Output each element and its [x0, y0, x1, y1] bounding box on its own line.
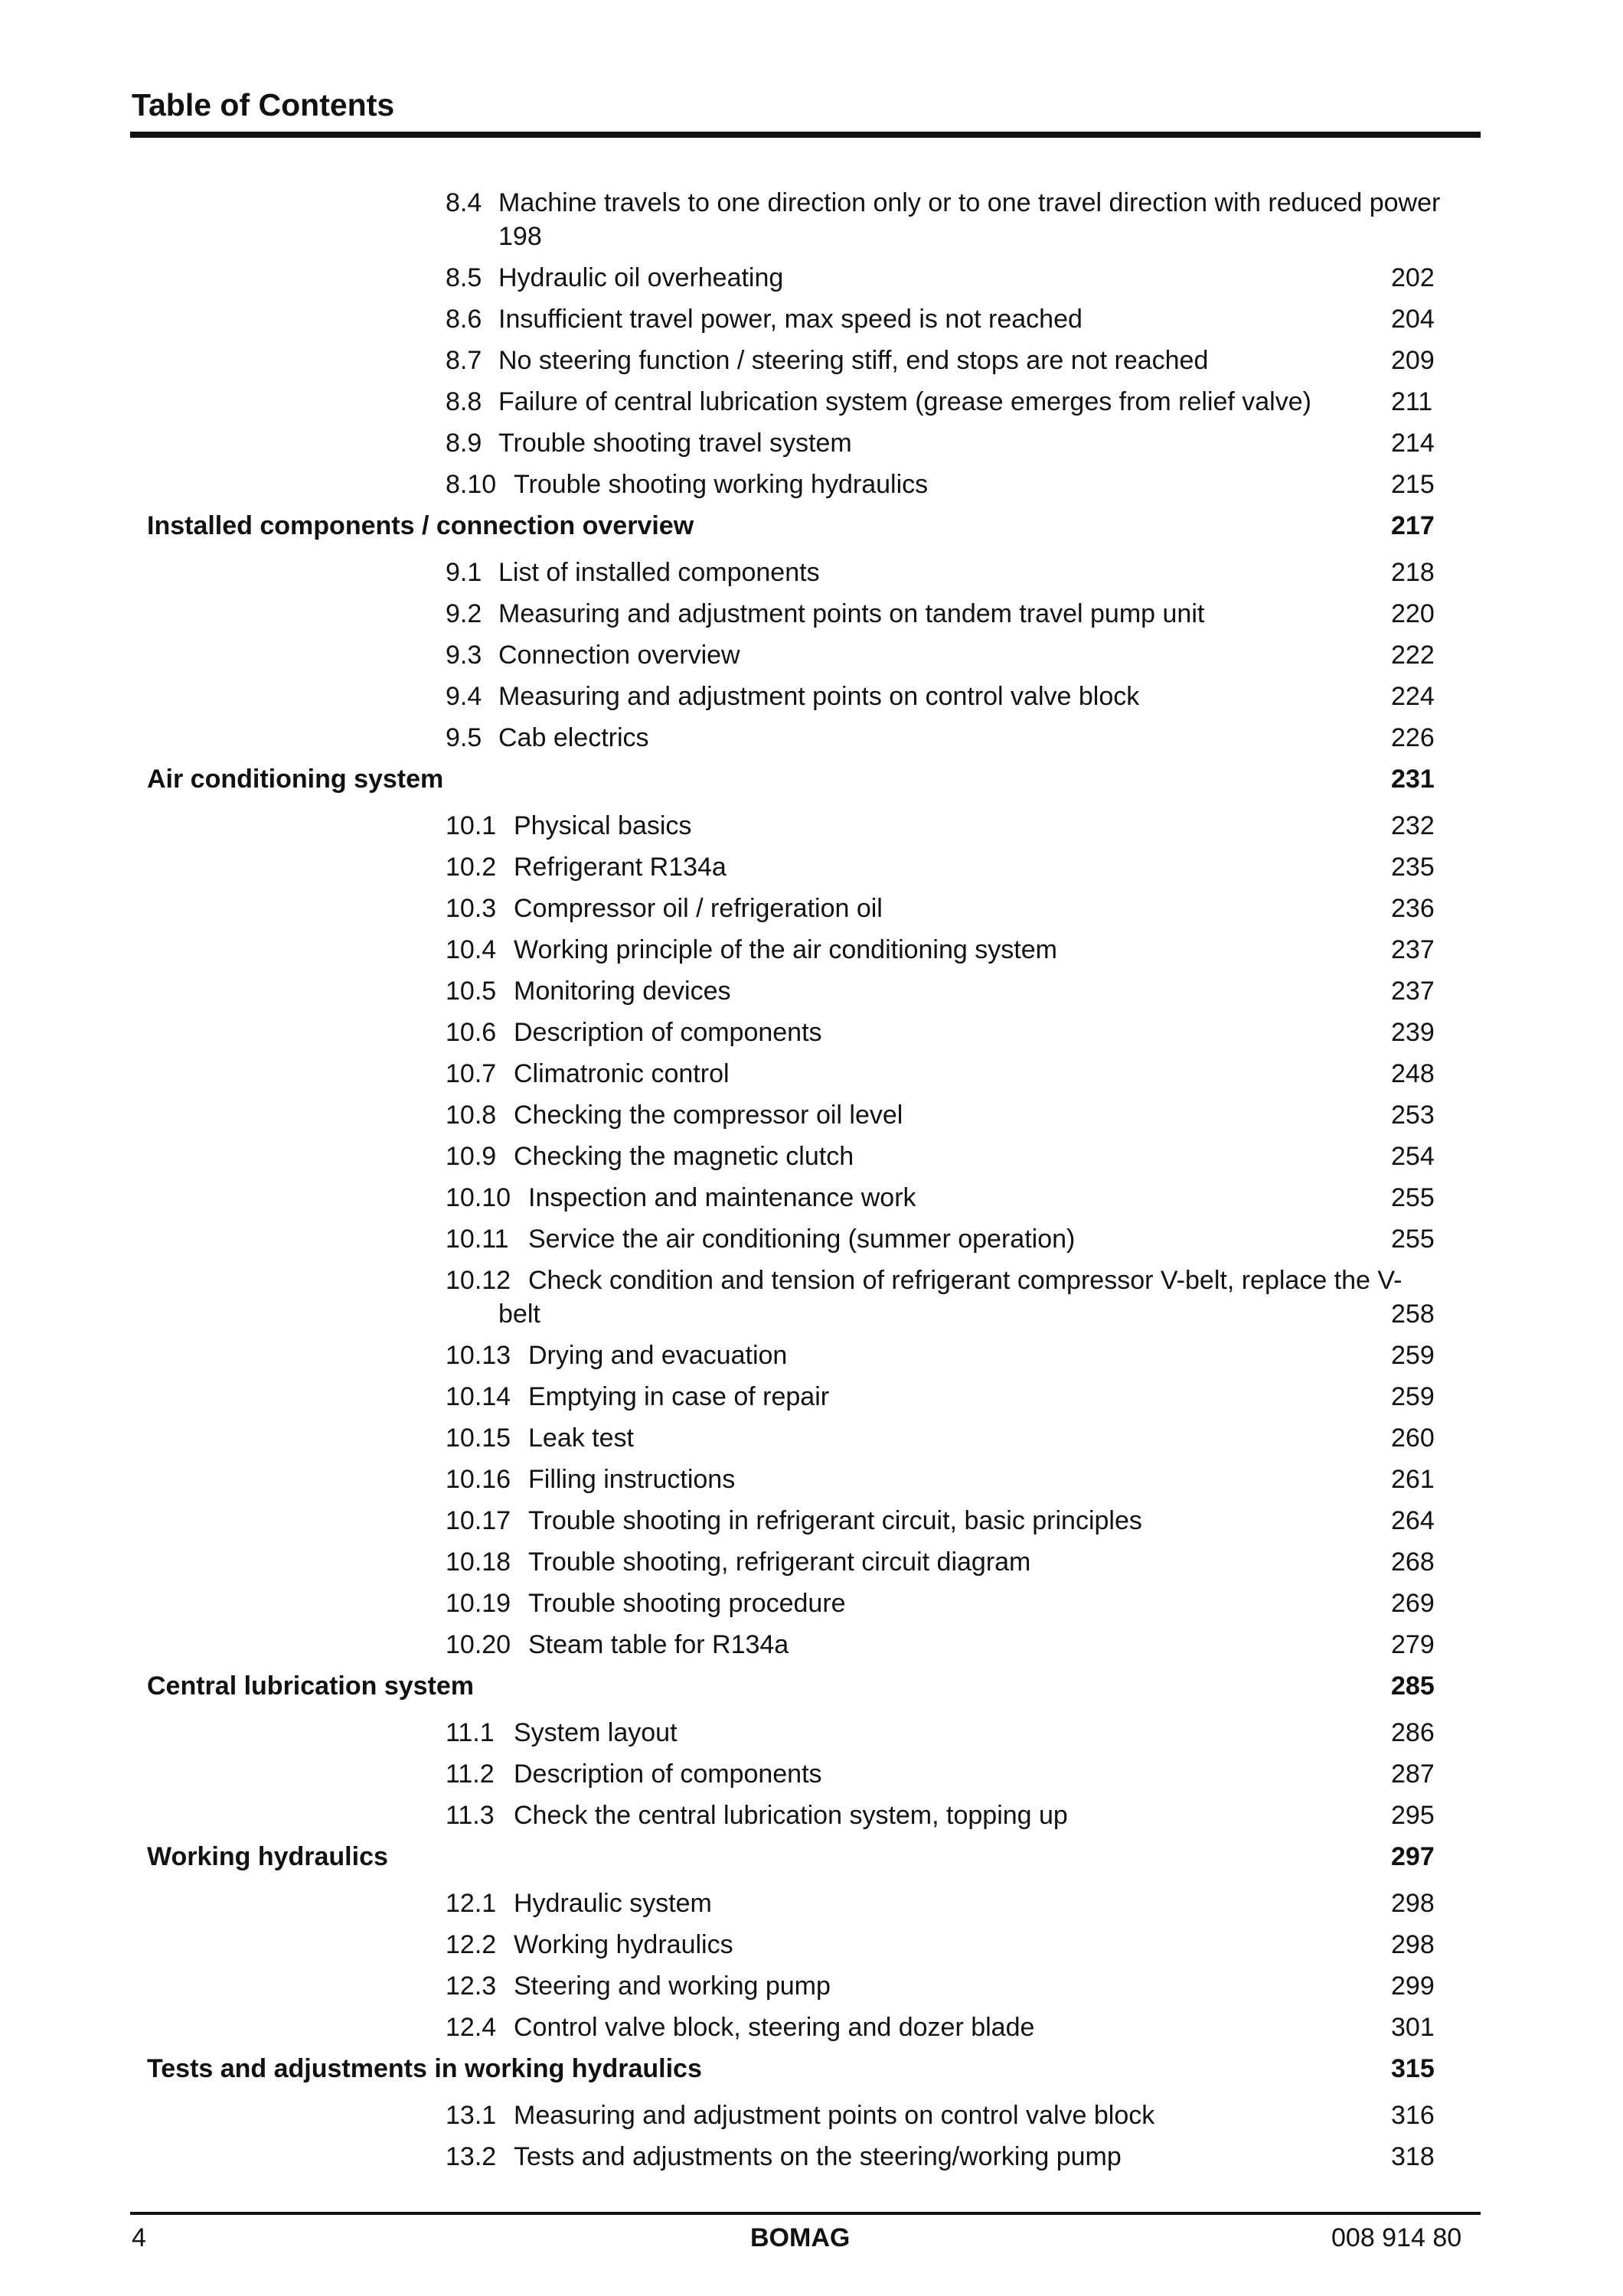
footer-divider: [130, 2212, 1481, 2215]
toc-entry-page: 226: [1391, 723, 1435, 752]
toc-entry-number: 10.14: [446, 1382, 511, 1411]
toc-entry-number: 10.12: [446, 1266, 511, 1295]
toc-entry-page: 224: [1391, 682, 1435, 711]
toc-entry-page: 237: [1391, 935, 1435, 964]
toc-entry-number: 10.20: [446, 1630, 511, 1659]
toc-chapter-page: 297: [1391, 1842, 1435, 1871]
toc-entry-number: 8.8: [446, 387, 482, 416]
toc-entry-number: 9.5: [446, 723, 482, 752]
toc-entry-page: 235: [1391, 853, 1435, 882]
toc-entry-number: 10.9: [446, 1142, 497, 1171]
toc-entry-page: 299: [1391, 1971, 1435, 2001]
toc-entry-title-continued: belt: [498, 1300, 540, 1329]
toc-entry-page: 287: [1391, 1760, 1435, 1789]
toc-entry-page: 239: [1391, 1018, 1435, 1047]
toc-entry-title: Trouble shooting travel system: [498, 429, 852, 458]
toc-entry-title: Leak test: [528, 1424, 634, 1453]
toc-chapter-title: Central lubrication system: [147, 1671, 475, 1701]
toc-entry-title: Trouble shooting working hydraulics: [514, 470, 929, 499]
toc-entry-page: 214: [1391, 429, 1435, 458]
toc-entry-page: 209: [1391, 346, 1435, 375]
toc-entry-title: System layout: [514, 1718, 678, 1747]
toc-chapter-page: 231: [1391, 765, 1435, 794]
toc-entry-title: Refrigerant R134a: [514, 853, 727, 882]
page-title: Table of Contents: [132, 87, 395, 122]
toc-entry-page: 220: [1391, 599, 1435, 628]
toc-entry-number: 10.11: [446, 1225, 509, 1254]
toc-entry-number: 11.1: [446, 1718, 495, 1747]
toc-entry-number: 10.17: [446, 1506, 511, 1535]
footer-brand: BOMAG: [750, 2223, 851, 2252]
toc-entry-number: 8.5: [446, 263, 482, 292]
toc-entry-title: Trouble shooting in refrigerant circuit, basic principles: [528, 1506, 1142, 1535]
toc-entry-page: 298: [1391, 1889, 1435, 1918]
toc-entry-title: Drying and evacuation: [528, 1341, 788, 1370]
toc-entry-title: Hydraulic system: [514, 1889, 712, 1918]
toc-entry-page: 222: [1391, 641, 1435, 670]
footer-doc-number: 008 914 80: [1331, 2223, 1462, 2252]
toc-entry-title: Description of components: [514, 1018, 822, 1047]
toc-entry-page: 215: [1391, 470, 1435, 499]
toc-entry-number: 10.2: [446, 853, 497, 882]
toc-entry-number: 10.15: [446, 1424, 511, 1453]
toc-entry-page: 255: [1391, 1183, 1435, 1212]
toc-entry-number: 10.8: [446, 1101, 497, 1130]
toc-entry-page: 261: [1391, 1465, 1435, 1494]
toc-entry-number: 10.18: [446, 1548, 511, 1577]
toc-entry-page: 211: [1391, 387, 1433, 416]
toc-entry-page: 260: [1391, 1424, 1435, 1453]
toc-entry-page: 268: [1391, 1548, 1435, 1577]
toc-entry-title: Measuring and adjustment points on control valve block: [498, 682, 1140, 711]
toc-entry-title: Checking the compressor oil level: [514, 1101, 903, 1130]
toc-entry-number: 13.2: [446, 2142, 497, 2171]
toc-entry-number: 10.6: [446, 1018, 497, 1047]
toc-entry-title: Hydraulic oil overheating: [498, 263, 784, 292]
toc-entry-title: Working principle of the air conditioning system: [514, 935, 1057, 964]
toc-entry-number: 9.2: [446, 599, 482, 628]
toc-entry-number: 10.1: [446, 811, 497, 840]
toc-entry-page: 255: [1391, 1225, 1435, 1254]
footer-page-number: 4: [132, 2223, 146, 2252]
toc-entry-number: 10.3: [446, 894, 497, 923]
toc-entry-number: 12.1: [446, 1889, 497, 1918]
toc-entry-page: 301: [1391, 2013, 1435, 2042]
toc-entry-title: Control valve block, steering and dozer blade: [514, 2013, 1035, 2042]
toc-entry-title: Inspection and maintenance work: [528, 1183, 916, 1212]
toc-entry-title: Climatronic control: [514, 1059, 730, 1088]
toc-entry-page: 237: [1391, 977, 1435, 1006]
toc-entry-page: 236: [1391, 894, 1435, 923]
toc-entry-page: 286: [1391, 1718, 1435, 1747]
toc-entry-title: Service the air conditioning (summer operation): [528, 1225, 1076, 1254]
toc-entry-number: 12.3: [446, 1971, 497, 2001]
toc-chapter-title: Installed components / connection overview: [147, 511, 694, 540]
toc-entry-page: 253: [1391, 1101, 1435, 1130]
toc-entry-title: Description of components: [514, 1760, 822, 1789]
toc-entry-page: 258: [1391, 1300, 1435, 1329]
toc-entry-number: 10.19: [446, 1589, 511, 1618]
toc-entry-title: Trouble shooting, refrigerant circuit diagram: [528, 1548, 1031, 1577]
toc-entry-title: Steam table for R134a: [528, 1630, 789, 1659]
toc-chapter-page: 285: [1391, 1671, 1435, 1701]
toc-entry-page: 279: [1391, 1630, 1435, 1659]
toc-chapter-page: 315: [1391, 2054, 1435, 2083]
toc-entry-number: 10.13: [446, 1341, 511, 1370]
toc-entry-number: 8.9: [446, 429, 482, 458]
toc-chapter-page: 217: [1391, 511, 1435, 540]
toc-entry-page: 202: [1391, 263, 1435, 292]
toc-entry-page: 269: [1391, 1589, 1435, 1618]
toc-entry-number: 8.7: [446, 346, 482, 375]
toc-entry-number: 9.3: [446, 641, 482, 670]
toc-entry-title: List of installed components: [498, 558, 820, 587]
toc-entry-title: Check condition and tension of refrigerant compressor V-belt, replace the V-: [528, 1266, 1403, 1295]
toc-entry-number: 10.5: [446, 977, 497, 1006]
toc-entry-title: Checking the magnetic clutch: [514, 1142, 854, 1171]
toc-entry-title: No steering function / steering stiff, end stops are not reached: [498, 346, 1209, 375]
toc-entry-page: 316: [1391, 2101, 1435, 2130]
toc-entry-number: 10.4: [446, 935, 497, 964]
toc-entry-number: 8.10: [446, 470, 497, 499]
toc-entry-title: Measuring and adjustment points on tandem travel pump unit: [498, 599, 1205, 628]
toc-entry-number: 12.4: [446, 2013, 497, 2042]
toc-chapter-title: Working hydraulics: [147, 1842, 388, 1871]
toc-entry-number: 11.2: [446, 1760, 495, 1789]
toc-entry-number: 10.10: [446, 1183, 511, 1212]
toc-entry-title: Connection overview: [498, 641, 740, 670]
toc-entry-page: 218: [1391, 558, 1435, 587]
toc-entry-page: 248: [1391, 1059, 1435, 1088]
toc-entry-title: Insufficient travel power, max speed is not reached: [498, 305, 1083, 334]
toc-entry-title: Check the central lubrication system, topping up: [514, 1801, 1068, 1830]
toc-entry-number: 9.4: [446, 682, 482, 711]
toc-entry-title: Compressor oil / refrigeration oil: [514, 894, 883, 923]
toc-entry-title: Physical basics: [514, 811, 692, 840]
toc-entry-page: 298: [1391, 1930, 1435, 1959]
toc-entry-page: 198: [498, 222, 542, 251]
toc-entry-number: 11.3: [446, 1801, 495, 1830]
toc-entry-title: Cab electrics: [498, 723, 649, 752]
toc-entry-title: Measuring and adjustment points on control valve block: [514, 2101, 1155, 2130]
toc-entry-title: Working hydraulics: [514, 1930, 733, 1959]
toc-entry-number: 10.7: [446, 1059, 497, 1088]
toc-chapter-title: Tests and adjustments in working hydraulics: [147, 2054, 702, 2083]
toc-chapter-title: Air conditioning system: [147, 765, 444, 794]
toc-entry-title: Emptying in case of repair: [528, 1382, 830, 1411]
toc-entry-number: 8.4: [446, 188, 482, 217]
toc-entry-page: 204: [1391, 305, 1435, 334]
toc-entry-number: 13.1: [446, 2101, 497, 2130]
toc-entry-title: Trouble shooting procedure: [528, 1589, 846, 1618]
toc-entry-page: 232: [1391, 811, 1435, 840]
toc-entry-number: 8.6: [446, 305, 482, 334]
toc-entry-page: 295: [1391, 1801, 1435, 1830]
toc-entry-page: 259: [1391, 1341, 1435, 1370]
toc-entry-page: 259: [1391, 1382, 1435, 1411]
toc-entry-number: 10.16: [446, 1465, 511, 1494]
toc-entry-title: Monitoring devices: [514, 977, 731, 1006]
toc-entry-page: 254: [1391, 1142, 1435, 1171]
toc-entry-title: Failure of central lubrication system (grease emerges from relief valve): [498, 387, 1311, 416]
toc-entry-title: Tests and adjustments on the steering/working pump: [514, 2142, 1122, 2171]
toc-entry-number: 9.1: [446, 558, 482, 587]
toc-entry-title: Filling instructions: [528, 1465, 736, 1494]
toc-entry-page: 318: [1391, 2142, 1435, 2171]
toc-entry-title: Steering and working pump: [514, 1971, 831, 2001]
toc-entry-page: 264: [1391, 1506, 1435, 1535]
toc-entry-number: 12.2: [446, 1930, 497, 1959]
toc-entry-title: Machine travels to one direction only or to one travel direction with reduced power: [498, 188, 1441, 217]
